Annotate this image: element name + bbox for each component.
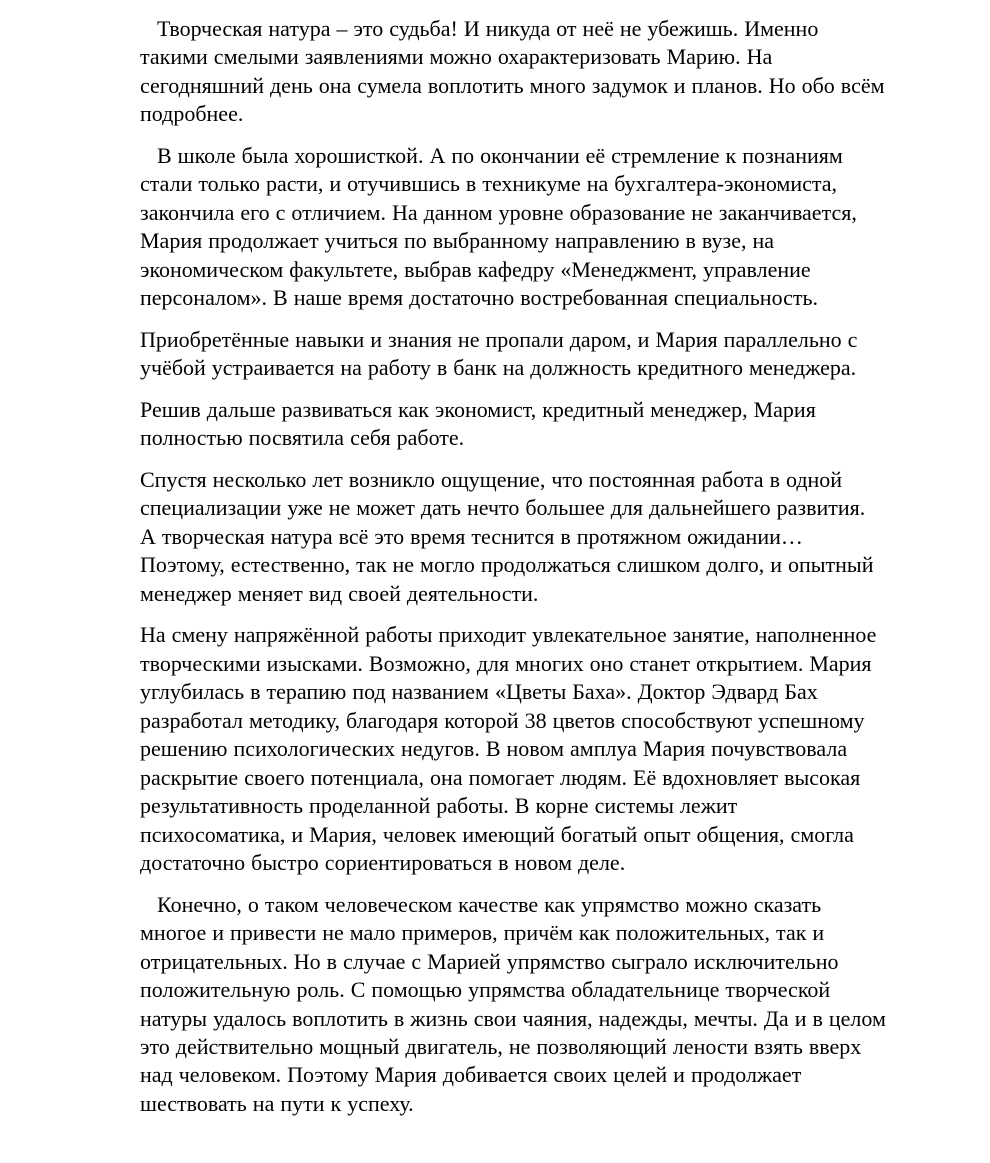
paragraph-career-change: Спустя несколько лет возникло ощущение, что постоянная работа в одной специализации уже не может дать нечто большее для дальнейшего развития. А творческая натура всё это время теснится в протяжном ожидании…Поэтому, естественно, так не могло продолжаться слишком долго, и опытный менеджер меняет вид своей деятельности. — [140, 466, 874, 606]
paragraph-bach-flowers: На смену напряжённой работы приходит увлекательное занятие, наполненное творческими изысками. Возможно, для многих оно станет открытием. Мария углубилась в терапию под названием «Цветы Баха». Доктор Эдвард Бах разработал методику, благодаря которой 38 цветов способствуют успешному решению психологических недугов. В новом амплуа Мария почувствовала раскрытие своего потенциала, она помогает людям. Её вдохновляет высокая результативность проделанной работы. В корне системы лежит психосоматика, и Мария, человек имеющий богатый опыт общения, смогла достаточно быстро сориентироваться в новом деле. — [140, 622, 877, 876]
paragraph-career-focus: Решив дальше развиваться как экономист, кредитный менеджер, Мария полностью посвятила себя работе. — [140, 396, 816, 451]
paragraph-intro: Творческая натура – это судьба! И никуда от неё не убежишь. Именно такими смелыми заявлениями можно охарактеризовать Марию. На сегодняшний день она сумела воплотить много задумок и планов. Но обо всём подробнее. — [140, 16, 885, 127]
paragraph-education: В школе была хорошисткой. А по окончании её стремление к познаниям стали только расти, и отучившись в техникуме на бухгалтера-экономиста, закончила его с отличием. На данном уровне образование не заканчивается, Мария продолжает учиться по выбранному направлению в вузе, на экономическом факультете, выбрав кафедру «Менеджмент, управление персоналом». В наше время достаточно востребованная специальность. — [140, 142, 857, 311]
paragraph-bank-job: Приобретённые навыки и знания не пропали даром, и Мария параллельно с учёбой устраивается на работу в банк на должность кредитного менеджера. — [140, 326, 858, 381]
paragraph-conclusion: Конечно, о таком человеческом качестве как упрямство можно сказать многое и привести не мало примеров, причём как положительных, так и отрицательных. Но в случае с Марией упрямство сыграло исключительно положительную роль. С помощью упрямства обладательнице творческой натуры удалось воплотить в жизнь свои чаяния, надежды, мечты. Да и в целом это действительно мощный двигатель, не позволяющий лености взять вверх над человеком. Поэтому Мария добивается своих целей и продолжает шествовать на пути к успеху. — [140, 891, 886, 1116]
